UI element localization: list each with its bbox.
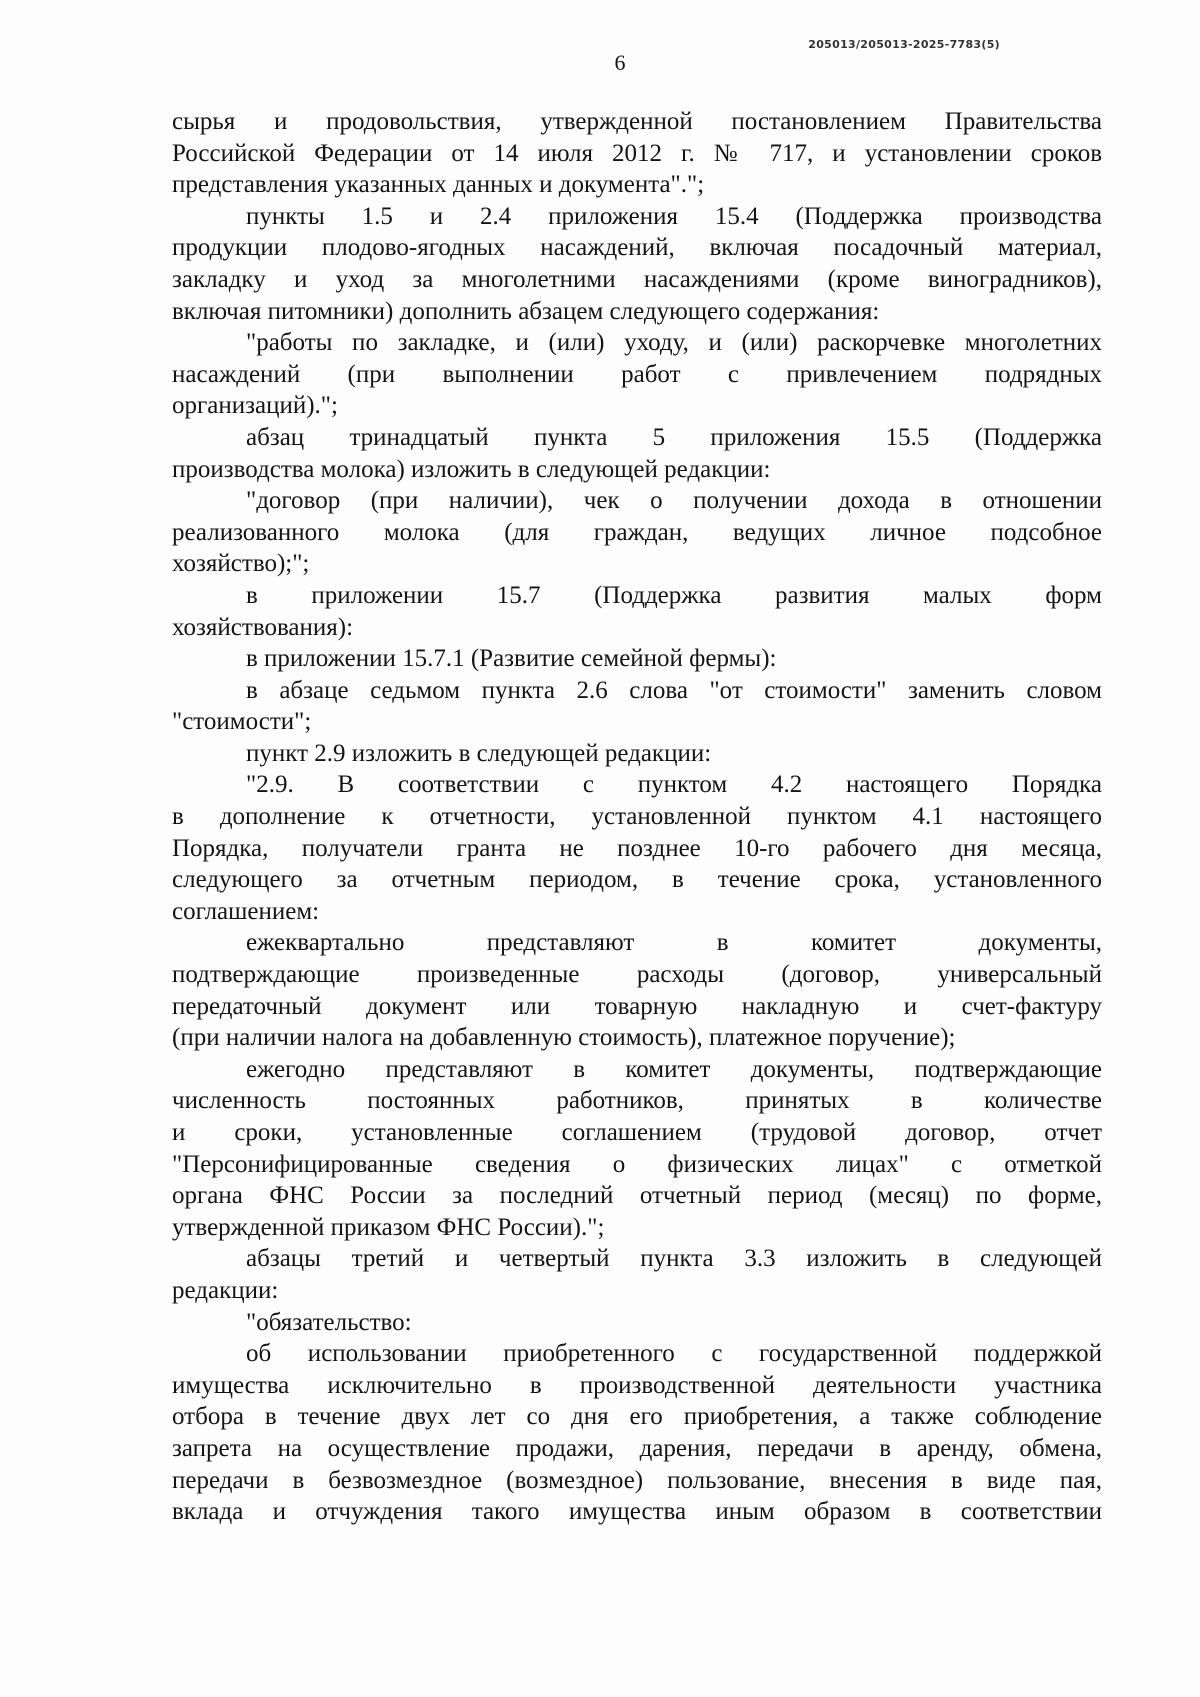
text-line: "Персонифицированные сведения о физических лицах" с отметкой <box>172 1150 1102 1178</box>
document-id: 205013/205013-2025-7783(5) <box>808 38 1000 51</box>
text-line: ежегодно представляют в комитет документы, подтверждающие <box>246 1055 1102 1083</box>
text-line: абзац тринадцатый пункта 5 приложения 15.5 (Поддержка <box>246 423 1102 451</box>
text-line: абзацы третий и четвертый пункта 3.3 изложить в следующей <box>246 1245 1102 1273</box>
text-line: пункты 1.5 и 2.4 приложения 15.4 (Поддержка производства <box>246 202 1102 230</box>
text-line: подтверждающие произведенные расходы (договор, универсальный <box>172 961 1102 989</box>
text-line: отбора в течение двух лет со дня его приобретения, а также соблюдение <box>172 1403 1102 1431</box>
text-line: (при наличии налога на добавленную стоимость), платежное поручение); <box>172 1024 956 1052</box>
text-line: соглашением: <box>172 897 320 925</box>
text-line: в приложении 15.7.1 (Развитие семейной фермы): <box>246 645 777 673</box>
text-line: "работы по закладке, и (или) уходу, и (или) раскорчевке многолетних <box>246 329 1102 357</box>
text-line: передаточный документ или товарную накладную и счет-фактуру <box>172 992 1102 1020</box>
text-line: насаждений (при выполнении работ с привлечением подрядных <box>172 360 1102 388</box>
text-line: реализованного молока (для граждан, ведущих личное подсобное <box>172 518 1102 546</box>
page-number: 6 <box>614 50 626 75</box>
text-line: хозяйство);"; <box>172 550 310 578</box>
text-line: следующего за отчетным периодом, в течение срока, установленного <box>172 866 1102 894</box>
text-line: ежеквартально представляют в комитет документы, <box>246 929 1102 957</box>
text-line: "договор (при наличии), чек о получении дохода в отношении <box>246 487 1102 515</box>
text-line: утвержденной приказом ФНС России)."; <box>172 1213 605 1241</box>
document-body <box>172 106 1102 1528</box>
text-line: редакции: <box>172 1276 279 1304</box>
text-line: хозяйствования): <box>172 613 354 641</box>
text-line: вклада и отчуждения такого имущества иным образом в соответствии <box>172 1498 1102 1526</box>
text-line: органа ФНС России за последний отчетный период (месяц) по форме, <box>172 1182 1102 1210</box>
text-line: в дополнение к отчетности, установленной пунктом 4.1 настоящего <box>172 803 1102 831</box>
text-line: производства молока) изложить в следующей редакции: <box>172 455 771 483</box>
text-line: представления указанных данных и документа"."; <box>172 171 705 199</box>
text-line: запрета на осуществление продажи, дарения, передачи в аренду, обмена, <box>172 1434 1102 1462</box>
text-line: "2.9. В соответствии с пунктом 4.2 настоящего Порядка <box>246 771 1102 799</box>
text-line: об использовании приобретенного с государственной поддержкой <box>246 1340 1102 1368</box>
text-line: передачи в безвозмездное (возмездное) пользование, внесения в виде пая, <box>172 1466 1102 1494</box>
text-line: сырья и продовольствия, утвержденной постановлением Правительства <box>172 108 1102 135</box>
text-line: "обязательство: <box>246 1308 412 1336</box>
text-line: включая питомники) дополнить абзацем следующего содержания: <box>172 297 880 325</box>
text-line: закладку и уход за многолетними насаждениями (кроме виноградников), <box>172 265 1102 293</box>
text-line: в приложении 15.7 (Поддержка развития малых форм <box>246 581 1102 609</box>
text-line: продукции плодово-ягодных насаждений, включая посадочный материал, <box>172 234 1102 262</box>
text-line: Порядка, получатели гранта не позднее 10-го рабочего дня месяца, <box>172 834 1102 862</box>
text-line: и сроки, установленные соглашением (трудовой договор, отчет <box>172 1119 1102 1146</box>
text-line: в абзаце седьмом пункта 2.6 слова "от стоимости" заменить словом <box>246 676 1102 704</box>
text-line: пункт 2.9 изложить в следующей редакции: <box>246 739 712 767</box>
text-line: численность постоянных работников, принятых в количестве <box>172 1087 1102 1115</box>
text-line: Российской Федерации от 14 июля 2012 г. № 717, и установлении сроков <box>172 139 1102 167</box>
text-line: имущества исключительно в производственной деятельности участника <box>172 1371 1102 1399</box>
text-line: "стоимости"; <box>172 708 312 736</box>
text-line: организаций)."; <box>172 392 338 420</box>
